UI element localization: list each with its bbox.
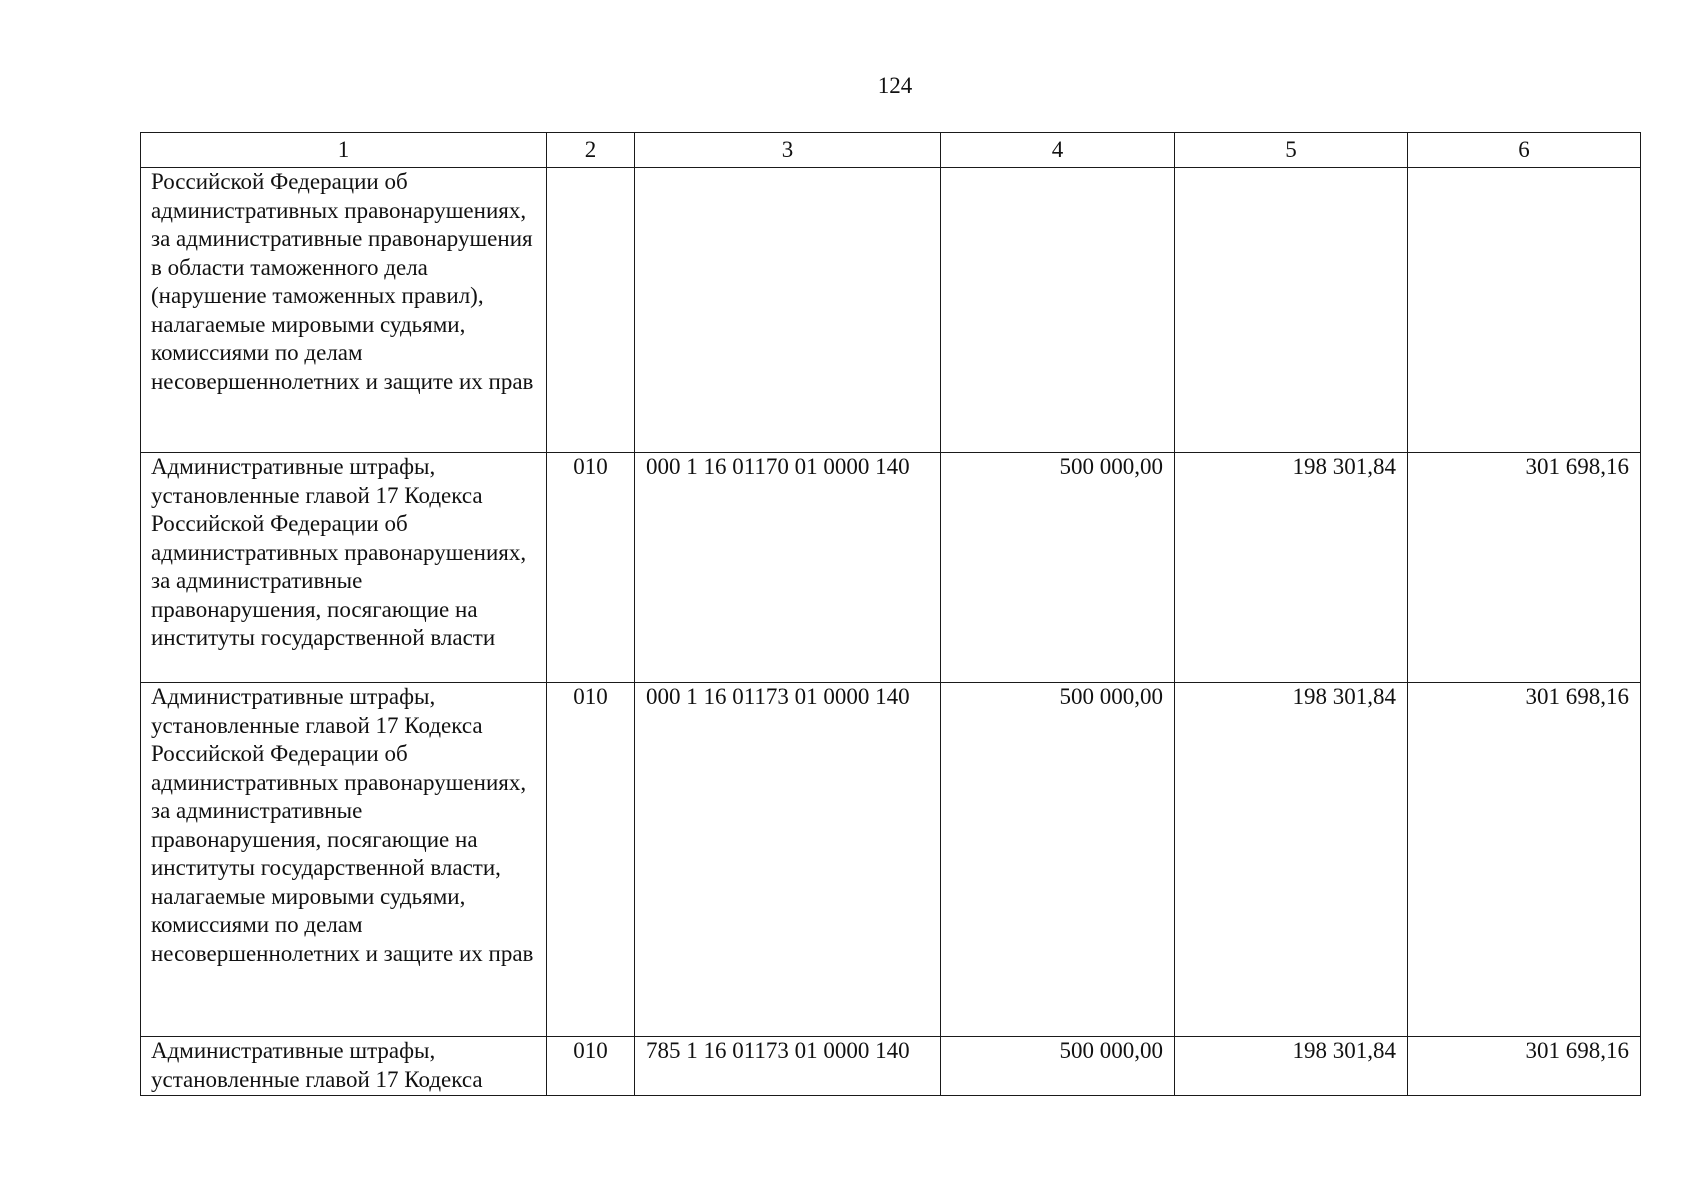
header-col-4: 4 [941,133,1175,168]
table-body [141,168,1641,1096]
cell-executed: 198 301,84 [1175,453,1408,683]
cell-line-code: 010 [547,683,635,1037]
cell-approved: 500 000,00 [941,683,1175,1037]
header-col-2: 2 [547,133,635,168]
header-col-6: 6 [1408,133,1641,168]
cell-executed: 198 301,84 [1175,683,1408,1037]
cell-name: Административные штрафы, установленные главой 17 Кодекса [141,1037,547,1096]
cell-line-code: 010 [547,1037,635,1096]
table-row [141,168,1641,453]
cell-approved [941,168,1175,453]
table-row [141,683,1641,1037]
cell-line-code [547,168,635,453]
header-row [141,133,1641,168]
cell-income-code: 000 1 16 01173 01 0000 140 [635,683,941,1037]
header-col-3: 3 [635,133,941,168]
cell-name: Российской Федерации об административных правонарушениях, за административные правонарушения в области таможенного дела (нарушение таможенных правил), налагаемые мировыми судьями, комиссиями по делам несовершеннолетних и защите их прав [141,168,547,453]
table-row [141,453,1641,683]
cell-name: Административные штрафы, установленные главой 17 Кодекса Российской Федерации об административных правонарушениях, за административные правонарушения, посягающие на институты государственной власти [141,453,547,683]
cell-executed: 198 301,84 [1175,1037,1408,1096]
cell-income-code [635,168,941,453]
cell-name: Административные штрафы, установленные главой 17 Кодекса Российской Федерации об административных правонарушениях, за административные правонарушения, посягающие на институты государственной власти, налагаемые мировыми судьями, комиссиями по делам несовершеннолетних и защите их прав [141,683,547,1037]
table-header [141,133,1641,168]
cell-executed [1175,168,1408,453]
cell-unexecuted: 301 698,16 [1408,1037,1641,1096]
cell-line-code: 010 [547,453,635,683]
cell-approved: 500 000,00 [941,1037,1175,1096]
table-row [141,1037,1641,1096]
report-table [140,132,1641,1096]
cell-approved: 500 000,00 [941,453,1175,683]
cell-income-code: 000 1 16 01170 01 0000 140 [635,453,941,683]
header-col-1: 1 [141,133,547,168]
cell-unexecuted [1408,168,1641,453]
page-number: 124 [877,73,913,98]
cell-income-code: 785 1 16 01173 01 0000 140 [635,1037,941,1096]
header-col-5: 5 [1175,133,1408,168]
cell-unexecuted: 301 698,16 [1408,453,1641,683]
cell-unexecuted: 301 698,16 [1408,683,1641,1037]
